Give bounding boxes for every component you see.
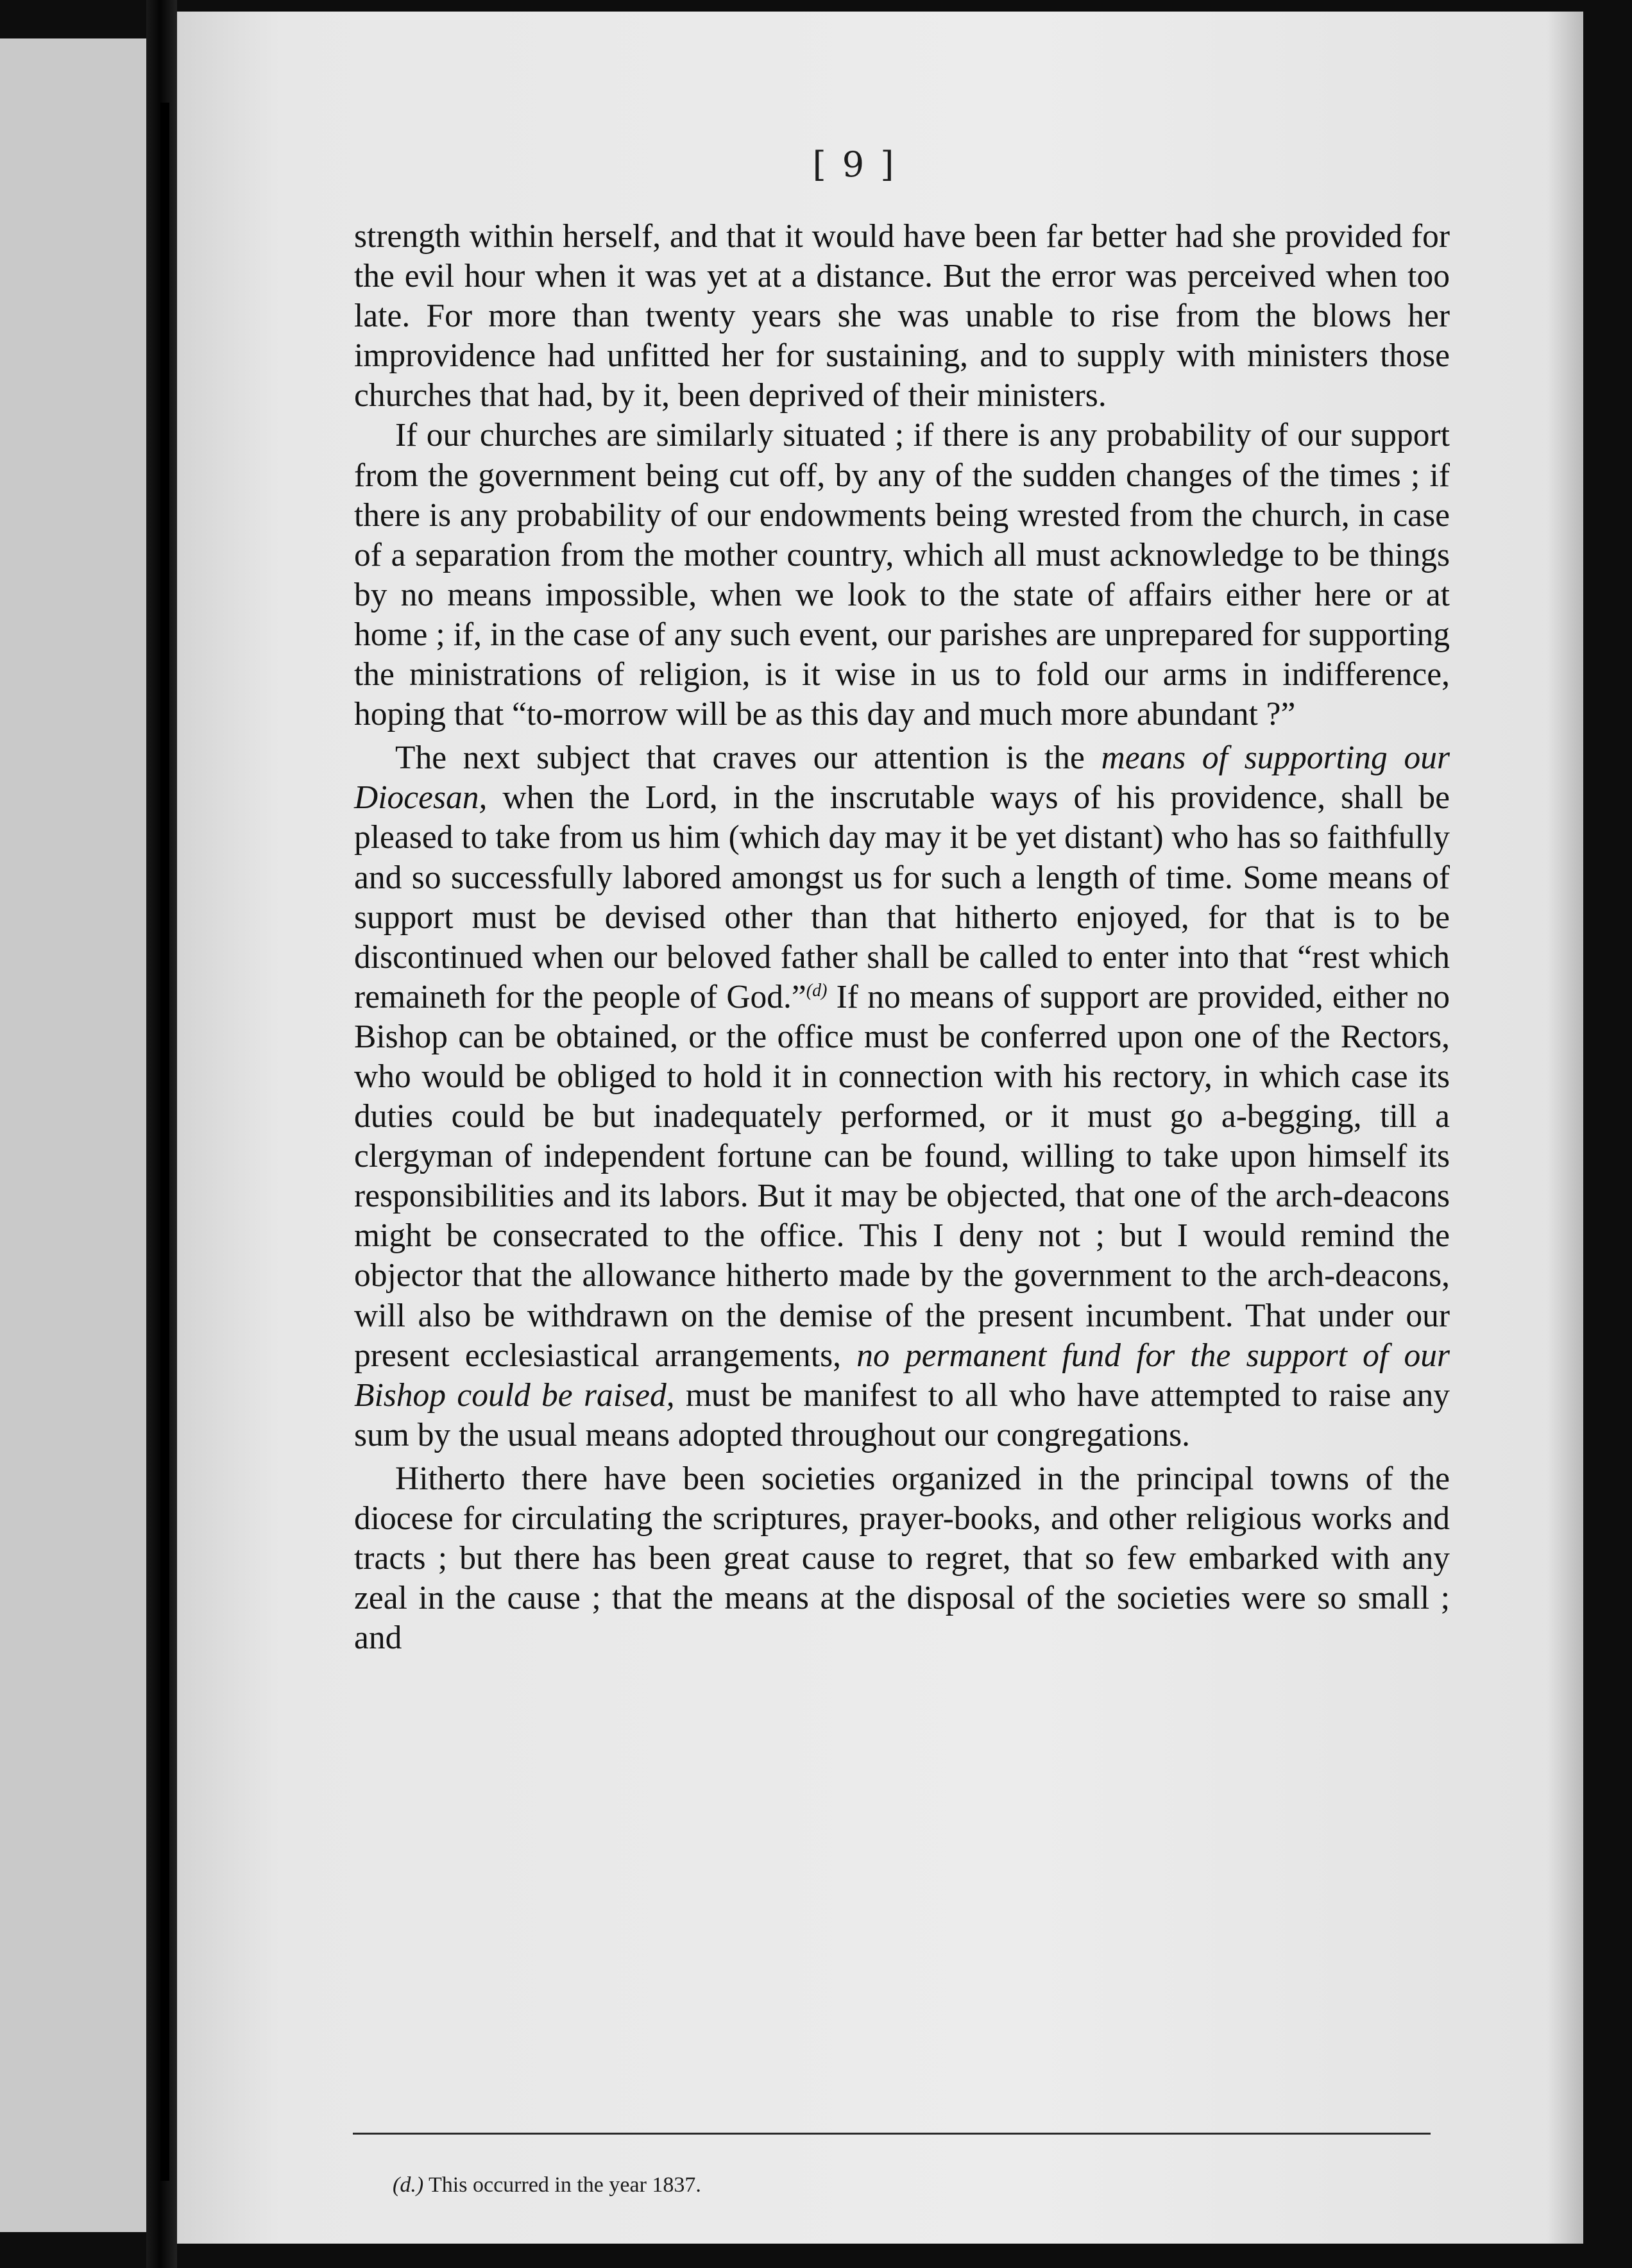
page-number: [ 9 ] (812, 144, 897, 185)
footnote-mark: (d.) (393, 2173, 424, 2197)
paragraph-3-text: when the Lord, in the inscrutable ways of his providence, shall be pleased to take from us him (which day may it be yet distant) who has so faithfully and so successfully labored amongst us for such a length of time. Some means of support must be devised other than that hitherto enjoyed, for that is to be discontinued when our beloved father shall be called to enter into that “rest which remaineth for the people of God.” (354, 779, 1450, 1015)
footnote-reference: (d) (806, 980, 828, 1001)
paragraph-3-text: must be manifest to all who have attempted to raise any sum by the usual means adopted throughout our congregations. (354, 1376, 1450, 1453)
page-right-edge-shadow (1547, 12, 1583, 2244)
paragraph-3-text: The next subject that craves our attention is the (395, 740, 1101, 777)
italic-phrase-means-of-supporting: means of supporting our Diocesan, (354, 740, 1450, 817)
paragraph-4: Hitherto there have been societies organized in the principal towns of the diocese for circulating the scriptures, prayer-books, and other religious works and tracts ; but there has been great cause to regret, that so few embarked with any zeal in the cause ; that the means at the disposal of the societies were so small ; and (354, 1460, 1450, 1657)
paragraph-3 (354, 738, 1450, 1455)
paragraph-3-text: If no means of support are provided, either no Bishop can be obtained, or the office must be conferred upon one of the Rectors, who would be obliged to hold it in connection with his rectory, in which case its duties could be but inadequately performed, or it must go a-begging, till a clergyman of independent fortune can be found, willing to take upon himself its responsibilities and its labors. But it may be objected, that one of the arch-deacons might be consecrated to the office. This I deny not ; but I would remind the objector that the allowance hitherto made by the government to the arch-deacons, will also be withdrawn on the demise of the present incumbent. That under our present ecclesiastical arrangements, (354, 978, 1450, 1374)
footnote-divider (353, 2133, 1431, 2135)
body-text (354, 217, 1450, 1658)
italic-phrase-no-permanent-fund: no permanent fund for the support of our Bishop could be raised, (354, 1337, 1450, 1414)
paragraph-1: strength within herself, and that it would have been far better had she provided for the evil hour when it was yet at a distance. But the error was perceived when too late. For more than twenty years she was unable to rise from the blows her improvidence had unfitted her for sustaining, and to supply with ministers those churches that had, by it, been deprived of their ministers. (354, 218, 1450, 414)
facing-page-edge (0, 38, 151, 2232)
spine-fold-shadow (160, 103, 169, 2181)
footnote (393, 2173, 701, 2197)
footnote-text: This occurred in the year 1837. (423, 2173, 701, 2197)
paragraph-2: If our churches are similarly situated ; if there is any probability of our support from the government being cut off, by any of the sudden changes of the times ; if there is any probability of our endowments being wrested from the church, in case of a separation from the mother country, which all must acknowledge to be things by no means impossible, when we look to the state of affairs either here or at home ; if, in the case of any such event, our parishes are unprepared for supporting the ministrations of religion, is it wise in us to fold our arms in indifference, hoping that “to-morrow will be as this day and much more abundant ?” (354, 417, 1450, 733)
